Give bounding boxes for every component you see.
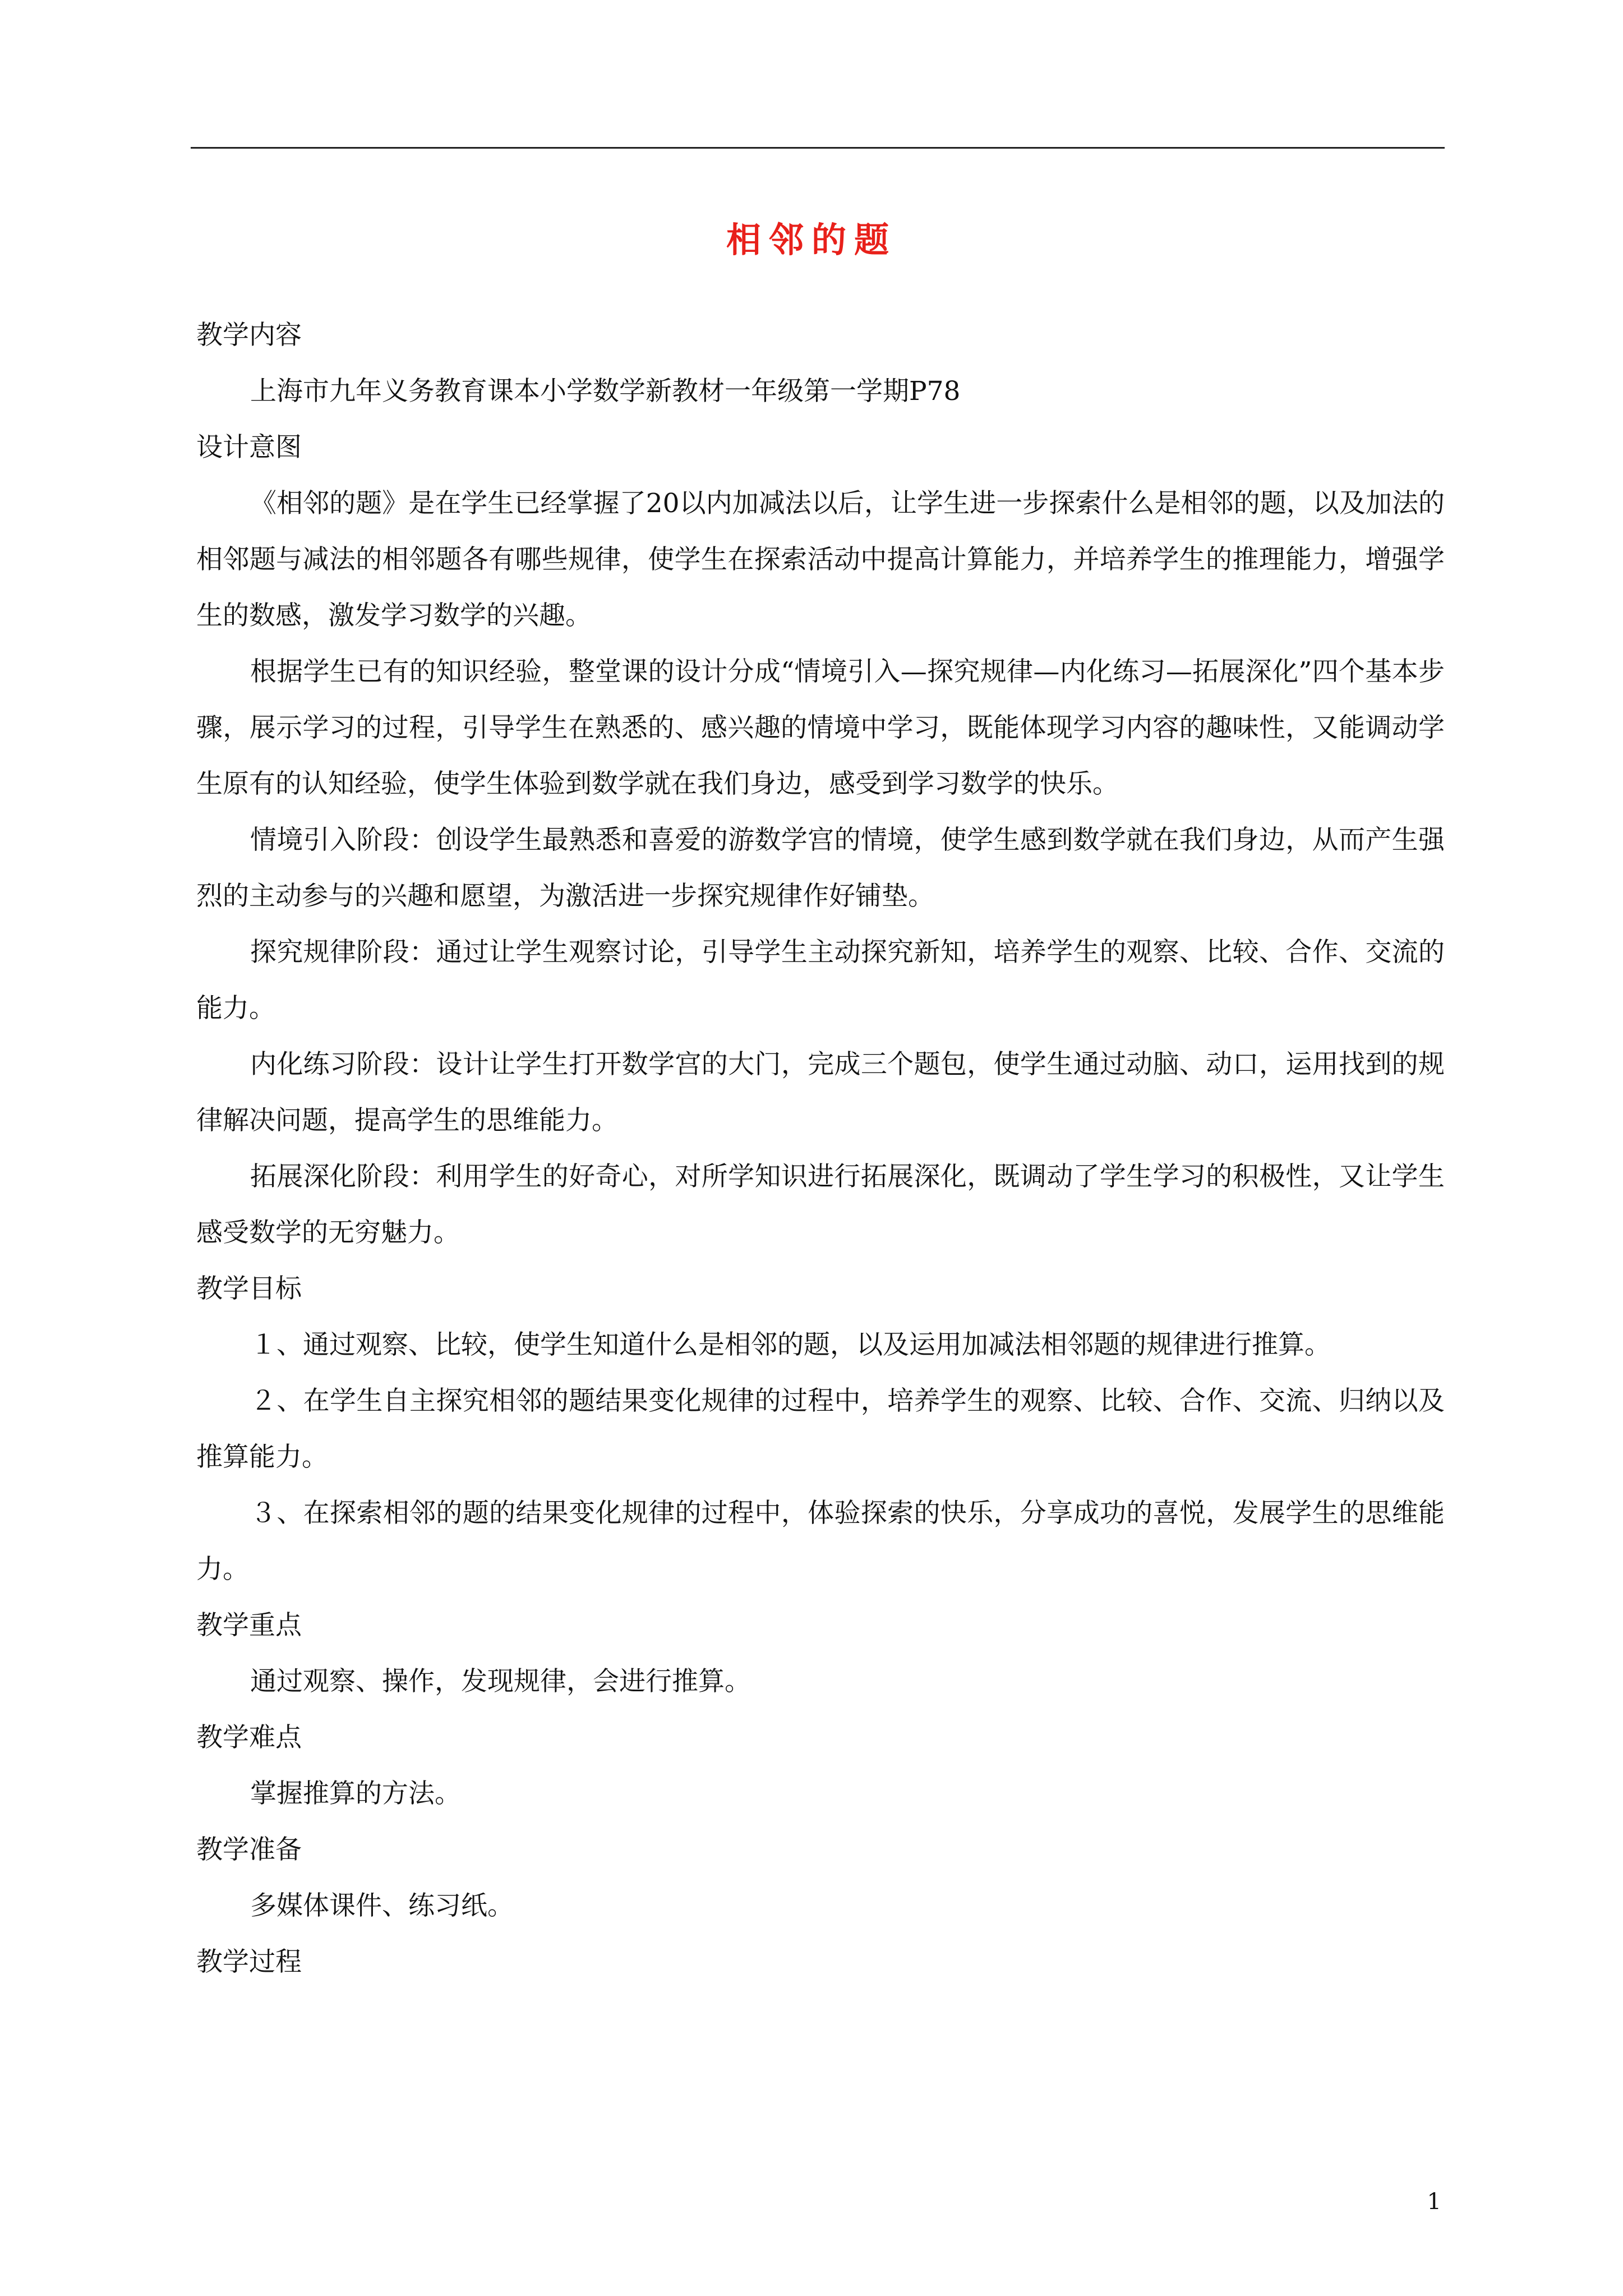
paragraph-stage-practice: 内化练习阶段：设计让学生打开数学宫的大门，完成三个题包，使学生通过动脑、动口，运用找到的规律解决问题，提高学生的思维能力。 bbox=[196, 1049, 1445, 1136]
document-body bbox=[196, 307, 1445, 1990]
section-heading-content: 教学内容 bbox=[196, 320, 302, 351]
section-heading-objectives: 教学目标 bbox=[196, 1273, 302, 1304]
paragraph-content-source: 上海市九年义务教育课本小学数学新教材一年级第一学期P78 bbox=[250, 376, 961, 407]
header-rule bbox=[191, 147, 1445, 149]
paragraph-stage-exploration: 探究规律阶段：通过让学生观察讨论，引导学生主动探究新知，培养学生的观察、比较、合作、交流的能力。 bbox=[196, 937, 1445, 1024]
paragraph-difficulties: 掌握推算的方法。 bbox=[250, 1778, 461, 1809]
objective-item-2: ２、在学生自主探究相邻的题结果变化规律的过程中，培养学生的观察、比较、合作、交流、归纳以及推算能力。 bbox=[196, 1386, 1445, 1473]
paragraph-key-points: 通过观察、操作，发现规律，会进行推算。 bbox=[250, 1666, 751, 1697]
paragraph-preparation: 多媒体课件、练习纸。 bbox=[250, 1890, 514, 1921]
section-heading-process: 教学过程 bbox=[196, 1947, 302, 1977]
paragraph-design-steps: 根据学生已有的知识经验，整堂课的设计分成“情境引入—探究规律—内化练习—拓展深化”四个基本步骤，展示学习的过程，引导学生在熟悉的、感兴趣的情境中学习，既能体现学习内容的趣味性，又能调动学生原有的认知经验，使学生体验到数学就在我们身边，感受到学习数学的快乐。 bbox=[196, 656, 1445, 799]
section-heading-preparation: 教学准备 bbox=[196, 1834, 302, 1865]
page-title: 相邻的题 bbox=[726, 219, 897, 260]
section-heading-design-intent: 设计意图 bbox=[196, 432, 302, 463]
objective-item-3: ３、在探索相邻的题的结果变化规律的过程中，体验探索的快乐，分享成功的喜悦，发展学生的思维能力。 bbox=[196, 1498, 1445, 1585]
section-heading-difficulties: 教学难点 bbox=[196, 1722, 302, 1753]
paragraph-stage-extension: 拓展深化阶段：利用学生的好奇心，对所学知识进行拓展深化，既调动了学生学习的积极性，又让学生感受数学的无穷魅力。 bbox=[196, 1161, 1445, 1248]
section-heading-key-points: 教学重点 bbox=[196, 1610, 302, 1641]
page-number: 1 bbox=[1427, 2189, 1441, 2215]
objective-item-1: １、通过观察、比较，使学生知道什么是相邻的题，以及运用加减法相邻题的规律进行推算。 bbox=[250, 1329, 1331, 1360]
paragraph-stage-introduction: 情境引入阶段：创设学生最熟悉和喜爱的游数学宫的情境，使学生感到数学就在我们身边，从而产生强烈的主动参与的兴趣和愿望，为激活进一步探究规律作好铺垫。 bbox=[196, 825, 1445, 912]
paragraph-design-intro: 《相邻的题》是在学生已经掌握了20以内加减法以后，让学生进一步探索什么是相邻的题，以及加法的相邻题与减法的相邻题各有哪些规律，使学生在探索活动中提高计算能力，并培养学生的推理能力，增强学生的数感，激发学习数学的兴趣。 bbox=[196, 488, 1445, 631]
